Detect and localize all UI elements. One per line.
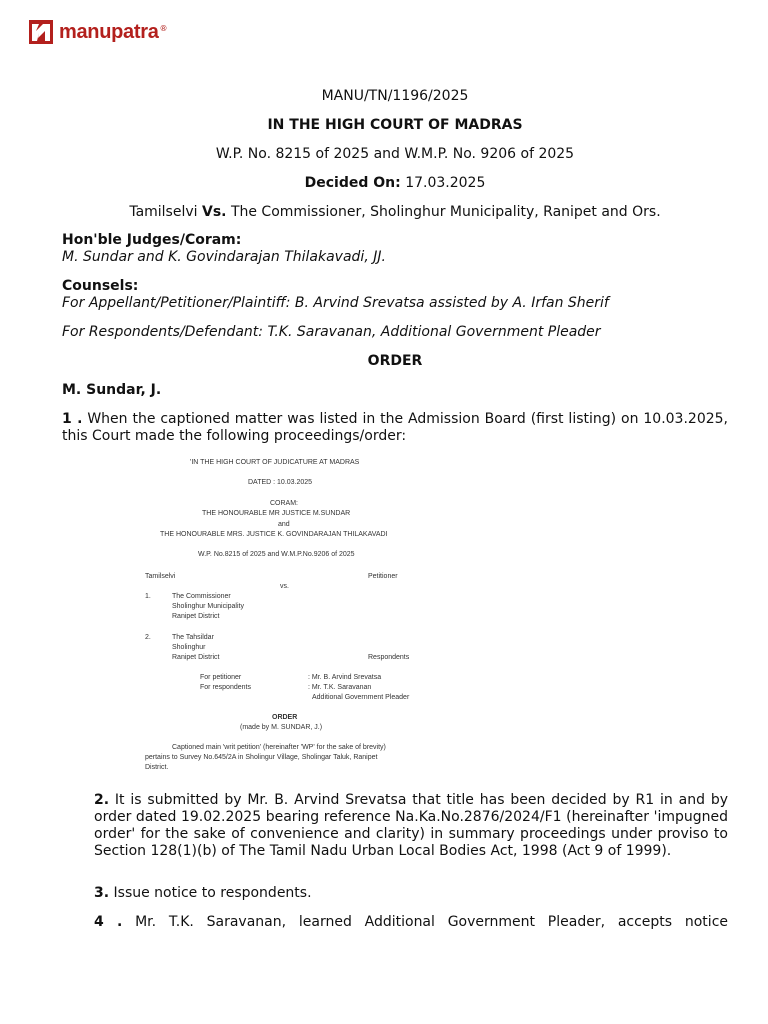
scan-for-respondents-designation: Additional Government Pleader [312, 694, 410, 701]
order-heading: ORDER [367, 353, 423, 369]
scan-r2-line-1: The Tahsildar [172, 634, 214, 641]
scan-r2-number: 2. [145, 634, 151, 641]
counsel-petitioner: For Appellant/Petitioner/Plaintiff: B. Arvind Srevatsa assisted by A. Irfan Sherif [62, 295, 609, 311]
scan-judge-1: THE HONOURABLE MR JUSTICE M.SUNDAR [202, 510, 351, 517]
paragraph-1-number: 1 . [62, 411, 83, 427]
scan-for-respondents-name: : Mr. T.K. Saravanan [308, 684, 372, 691]
scan-petitioner-label: Petitioner [368, 573, 398, 580]
registered-mark: ® [159, 23, 168, 33]
scan-r1-line-3: Ranipet District [172, 613, 220, 620]
decided-date: 17.03.2025 [405, 175, 486, 191]
manupatra-logo-icon [28, 19, 54, 45]
paragraph-2 [94, 792, 728, 860]
paragraph-2-number: 2. [94, 792, 110, 808]
case-title [62, 204, 728, 221]
party-petitioner: Tamilselvi [129, 204, 198, 220]
judgment-document [62, 88, 728, 445]
scan-r1-line-2: Sholinghur Municipality [172, 603, 244, 610]
paragraph-4-number: 4 . [94, 914, 123, 930]
coram-judges: M. Sundar and K. Govindarajan Thilakavadi, JJ. [62, 249, 386, 265]
scan-r2-line-2: Sholinghur [172, 644, 206, 651]
scan-respondents-label: Respondents [368, 654, 410, 661]
scan-court: 'IN THE HIGH COURT OF JUDICATURE AT MADRAS [190, 459, 360, 466]
scan-and: and [278, 521, 290, 528]
coram-label: Hon'ble Judges/Coram: [62, 232, 242, 248]
scan-for-petitioner: For petitioner [200, 674, 242, 681]
decided-on [62, 175, 728, 192]
paragraph-1-text: When the captioned matter was listed in the Admission Board (first listing) on 10.03.2025, this Court made the following proceedings/order: [62, 411, 728, 444]
scan-r1-number: 1. [145, 593, 151, 600]
paragraph-1 [62, 411, 728, 445]
paragraph-2-text: It is submitted by Mr. B. Arvind Srevatsa that title has been decided by R1 in and by order dated 19.02.2025 bearing reference Na.Ka.No.2876/2024/F1 (hereinafter 'impugned order' for the sake of convenience and clarity) in summary proceedings under proviso to Section 128(1)(b) of The Tamil Nadu Urban Local Bodies Act, 1998 (Act 9 of 1999). [94, 792, 728, 859]
scan-body-line-2: pertains to Survey No.645/2A in Sholingur Village, Sholingar Taluk, Ranipet [145, 754, 378, 761]
order-author: M. Sundar, J. [62, 382, 162, 398]
scan-r2-line-3: Ranipet District [172, 654, 220, 661]
counsels-label: Counsels: [62, 278, 139, 294]
court-name: IN THE HIGH COURT OF MADRAS [267, 117, 523, 133]
manupatra-logo [28, 18, 168, 46]
paragraph-3-text: Issue notice to respondents. [113, 885, 312, 901]
case-number: W.P. No. 8215 of 2025 and W.M.P. No. 9206 of 2025 [215, 146, 575, 162]
scan-coram: CORAM: [270, 500, 298, 507]
party-respondent: The Commissioner, Sholinghur Municipality, Ranipet and Ors. [230, 204, 661, 220]
scan-dated: DATED : 10.03.2025 [248, 479, 313, 486]
citation: MANU/TN/1196/2025 [321, 88, 469, 104]
scan-body-line-3: District. [145, 764, 169, 771]
scan-made-by: (made by M. SUNDAR, J.) [240, 724, 323, 731]
decided-label: Decided On: [304, 175, 401, 191]
scan-party: Tamilselvi [145, 573, 176, 580]
paragraph-4 [94, 914, 728, 931]
scan-order-heading: ORDER [272, 714, 298, 721]
paragraph-3 [94, 885, 728, 902]
scan-r1-line-1: The Commissioner [172, 593, 231, 600]
scan-judge-2: THE HONOURABLE MRS. JUSTICE K. GOVINDARAJAN THILAKAVADI [160, 531, 388, 538]
scan-case-number: W.P. No.8215 of 2025 and W.M.P.No.9206 of 2025 [198, 551, 355, 558]
paragraph-4-text: Mr. T.K. Saravanan, learned Additional Government Pleader, accepts notice [135, 914, 728, 930]
scan-vs: vs. [280, 583, 289, 590]
scan-for-petitioner-name: : Mr. B. Arvind Srevatsa [308, 674, 382, 681]
paragraph-3-number: 3. [94, 885, 110, 901]
versus: Vs. [201, 204, 227, 220]
counsel-respondent: For Respondents/Defendant: T.K. Saravanan, Additional Government Pleader [62, 324, 601, 340]
scan-for-respondents: For respondents [200, 684, 251, 691]
scanned-order-image [140, 455, 430, 775]
scan-body-line-1: Captioned main 'writ petition' (hereinafter 'WP' for the sake of brevity) [172, 744, 386, 751]
brand-name: manupatra [59, 20, 159, 43]
